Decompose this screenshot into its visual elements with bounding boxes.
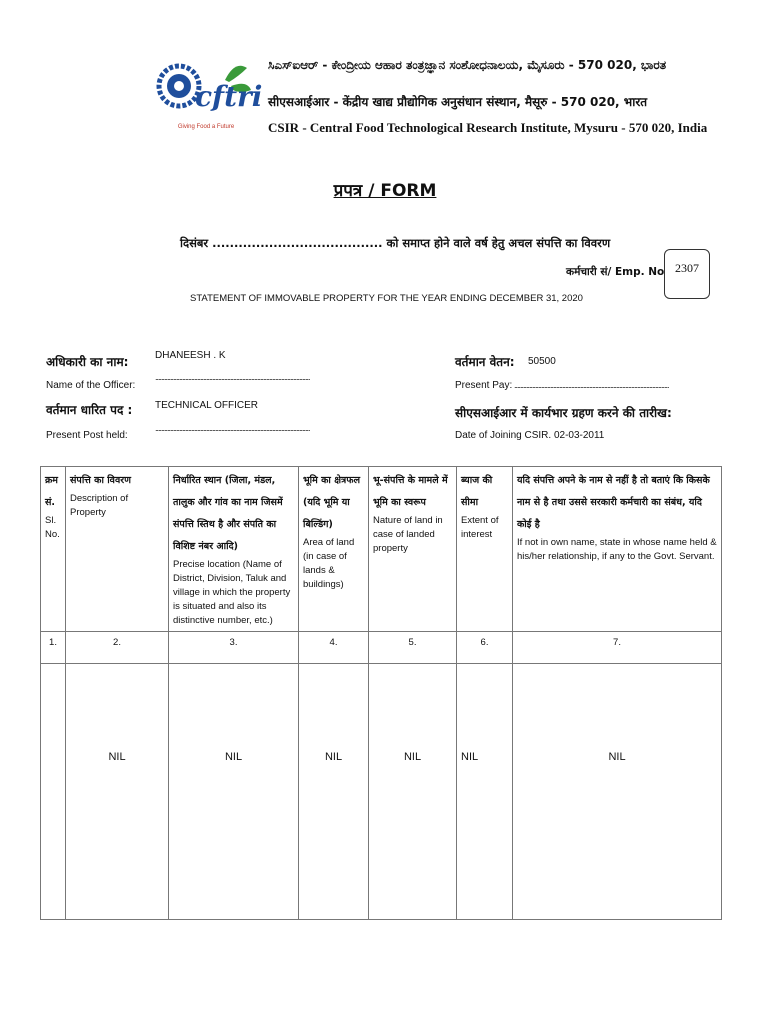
- joining-label-hindi: सीएसआईआर में कार्यभार ग्रहण करने की तारीख:: [455, 406, 672, 420]
- table-cell: NIL: [369, 664, 457, 920]
- col-number: 7.: [513, 632, 722, 664]
- post-label-hindi: वर्तमान धारित पद :: [46, 403, 133, 417]
- institute-name-english: CSIR - Central Food Technological Research Institute, Mysuru - 570 020, India: [268, 120, 708, 135]
- emp-no-label: कर्मचारी सं/ Emp. No: [566, 266, 665, 278]
- col-number: 5.: [369, 632, 457, 664]
- col-header-interest: ब्याज की सीमा Extent of interest: [457, 467, 513, 632]
- table-cell: NIL: [457, 664, 513, 920]
- post-label-english: Present Post held:: [46, 430, 128, 441]
- col-header-description: संपत्ति का विवरण Description of Property: [66, 467, 169, 632]
- table-cell: NIL: [299, 664, 369, 920]
- col-number: 1.: [41, 632, 66, 664]
- post-dots: .......................................................................................................: [155, 423, 310, 433]
- col-header-sl: क्रम सं. Sl. No.: [41, 467, 66, 632]
- table-cell: NIL: [513, 664, 722, 920]
- joining-label-english: Date of Joining CSIR. 02-03-2011: [455, 430, 605, 441]
- officer-name-dots: .......................................................................................................: [155, 372, 310, 382]
- table-cell: NIL: [169, 664, 299, 920]
- svg-text:cftri: cftri: [195, 80, 263, 113]
- table-number-row: [41, 632, 722, 664]
- logo-tagline: Giving Food a Future: [177, 124, 235, 130]
- pay-label-english: Present Pay:: [455, 380, 513, 391]
- col-header-area: भूमि का क्षेत्रफल (यदि भूमि या बिल्डिंग) Area of land (in case of lands & buildings): [299, 467, 369, 632]
- col-number: 4.: [299, 632, 369, 664]
- pay-dots: .......................................................................................................: [514, 380, 669, 390]
- col-header-location: निर्धारित स्थान (जिला, मंडल, तालुक और गांव का नाम जिसमें संपत्ति स्तिथ है और संपति का विशिष्ट नंबर आदि) Precise location (Name of District, Division, Taluk and village in which the property is situated and also its distinctive number, etc.): [169, 467, 299, 632]
- statement-english: STATEMENT OF IMMOVABLE PROPERTY FOR THE YEAR ENDING DECEMBER 31, 2020: [190, 293, 583, 304]
- institute-name-kannada: ಸಿಎಸ್‌ಐಆರ್ - ಕೇಂದ್ರೀಯ ಆಹಾರ ತಂತ್ರಜ್ಞಾನ ಸಂಶೋಧನಾಲಯ, ಮೈಸೂರು - 570 020, ಭಾರತ: [268, 58, 667, 72]
- table-header-row: [41, 467, 722, 632]
- table-row: [41, 664, 722, 920]
- col-header-relationship: यदि संपत्ति अपने के नाम से नहीं है तो बताएं कि किसके नाम से है तथा उससे सरकारी कर्मचारी का संबंध, यदि कोई है If not in own name, state in whose name held & his/her relationship, if any to the Govt. Servant.: [513, 467, 722, 632]
- pay-value: 50500: [528, 356, 556, 367]
- col-number: 6.: [457, 632, 513, 664]
- table-cell: [41, 664, 66, 920]
- institute-name-hindi: सीएसआईआर - केंद्रीय खाद्य प्रौद्योगिक अनुसंधान संस्थान, मैसूरु - 570 020, भारत: [268, 95, 648, 109]
- form-title: प्रपत्र / FORM: [333, 181, 437, 201]
- officer-name-label-hindi: अधिकारी का नाम:: [46, 355, 129, 369]
- table-cell: NIL: [66, 664, 169, 920]
- post-value: TECHNICAL OFFICER: [155, 400, 258, 411]
- cftri-logo: [155, 50, 263, 132]
- col-header-nature: भू-संपत्ति के मामले में भूमि का स्वरूप Nature of land in case of landed property: [369, 467, 457, 632]
- officer-name-label-english: Name of the Officer:: [46, 380, 136, 391]
- emp-no-box: 2307: [664, 249, 710, 299]
- property-table: [40, 466, 722, 920]
- pay-label-hindi: वर्तमान वेतन:: [455, 355, 515, 369]
- col-number: 3.: [169, 632, 299, 664]
- officer-name-value: DHANEESH . K: [155, 350, 226, 361]
- statement-hindi: दिसंबर ....................................... को समाप्त होने वाले वर्ष हेतु अचल संपत्ति का विवरण: [180, 236, 611, 250]
- col-number: 2.: [66, 632, 169, 664]
- joining-value: 02-03-2011: [553, 430, 605, 441]
